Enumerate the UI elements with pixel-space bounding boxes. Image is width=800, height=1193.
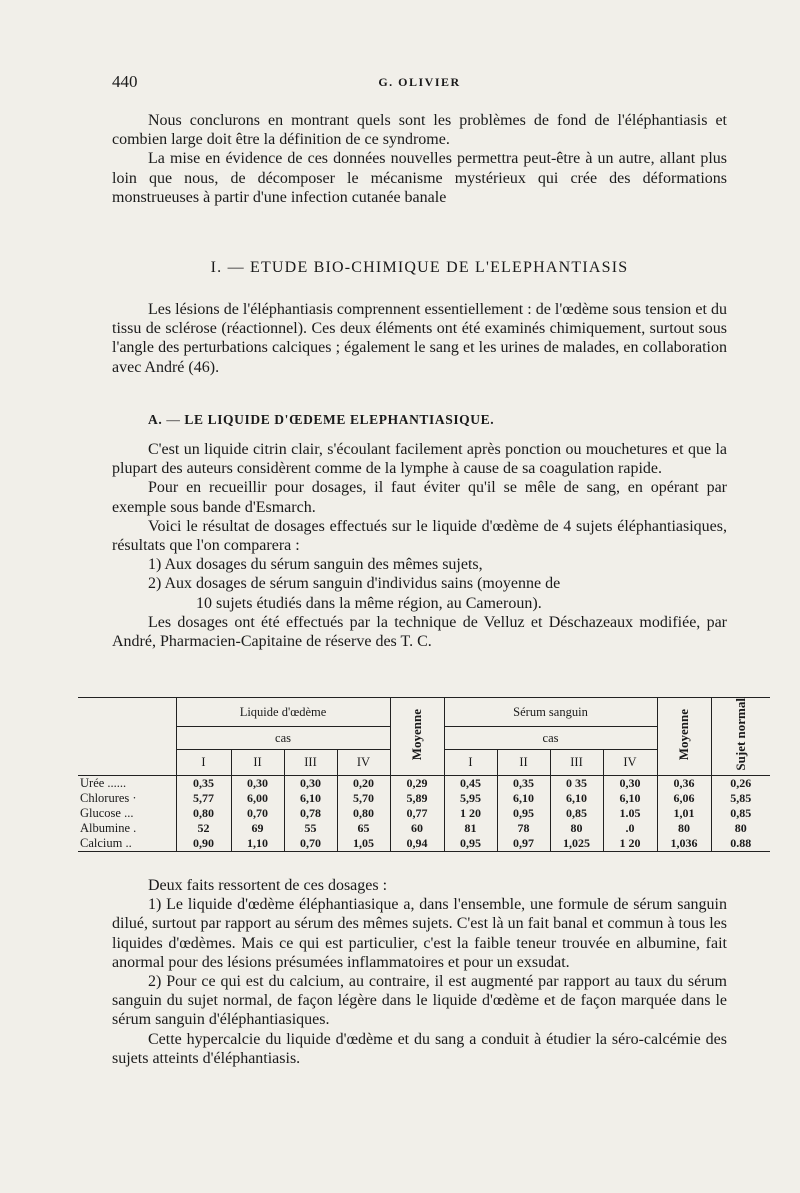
group2-header: Sérum sanguin xyxy=(444,698,657,727)
cell: 0,35 xyxy=(176,775,231,791)
table-row-calcium xyxy=(78,836,770,852)
ser-case-I: I xyxy=(444,750,497,775)
cell: 1,10 xyxy=(231,836,284,852)
group1-moyenne-header xyxy=(390,698,444,776)
conclusion-1: 1) Le liquide d'œdème éléphantiasique a, dans l'ensemble, une formule de sérum sanguin dilué, surtout par rapport au sérum des mêmes sujets. C'est là un fait banal et commun à tous les liquides d'œdèmes. Mais ce qui est particulier, c'est la faible teneur trouvée en albumine, fait anormal pour des lésions présumées inflammatoires et pour un exsudat. xyxy=(112,896,727,971)
cell: 0,97 xyxy=(497,836,550,852)
cell: 0,45 xyxy=(444,775,497,791)
cell: 6,10 xyxy=(284,791,337,806)
conclusion-intro: Deux faits ressortent de ces dosages : xyxy=(148,877,388,894)
cell: 1,05 xyxy=(337,836,390,852)
cell: 0,94 xyxy=(390,836,444,852)
conclusion-3: Cette hypercalcie du liquide d'œdème et du sang a conduit à étudier la séro-calcémie des sujets atteints d'éléphantiasis. xyxy=(112,1030,727,1067)
cell: 0,70 xyxy=(284,836,337,852)
cell: 0,30 xyxy=(284,775,337,791)
cell: 5,77 xyxy=(176,791,231,806)
section-title: I. — ETUDE BIO-CHIMIQUE DE L'ELEPHANTIASIS xyxy=(210,259,629,276)
cell: 6,10 xyxy=(550,791,603,806)
cell: 6,00 xyxy=(231,791,284,806)
row-label: Glucose ... xyxy=(80,805,134,820)
sujet-normal-label: Sujet normal xyxy=(732,698,748,771)
row-label: Calcium .. xyxy=(80,835,132,850)
corner-cell xyxy=(78,698,176,776)
list-item-1 xyxy=(112,555,727,574)
methods-paragraph: Les dosages ont été effectués par la technique de Velluz et Déschazeaux modifiée, par André, Pharmacien-Capitaine de réserve des T. C. xyxy=(112,613,727,651)
row-label: Urée ...... xyxy=(80,775,127,790)
cell: 80 xyxy=(657,821,711,836)
cell: 0,80 xyxy=(176,806,231,821)
subsection-dash: — xyxy=(166,412,181,427)
cell: 0,36 xyxy=(657,775,711,791)
cell: 0.88 xyxy=(711,836,770,852)
cell: .0 xyxy=(603,821,657,836)
cell: 0,30 xyxy=(603,775,657,791)
results-table-grid xyxy=(78,697,770,852)
cell: 52 xyxy=(176,821,231,836)
list-item-2-num: 2) xyxy=(148,575,162,593)
group1-cas-header: cas xyxy=(176,727,390,750)
cell: 0,85 xyxy=(711,806,770,821)
cell: 1,025 xyxy=(550,836,603,852)
ser-case-IV: IV xyxy=(603,750,657,775)
conclusions-block xyxy=(112,876,727,1068)
section1-block xyxy=(112,300,727,377)
group2-cas-header: cas xyxy=(444,727,657,750)
cell: 0,80 xyxy=(337,806,390,821)
cell: 60 xyxy=(390,821,444,836)
table-row-albumine xyxy=(78,821,770,836)
page-number: 440 xyxy=(112,72,138,91)
table-row-chlorures xyxy=(78,791,770,806)
row-label: Chlorures · xyxy=(80,790,137,805)
cell: 1 20 xyxy=(444,806,497,821)
cell: 1 20 xyxy=(603,836,657,852)
cell: 0,78 xyxy=(284,806,337,821)
liq-case-IV: IV xyxy=(337,750,390,775)
subA-paragraph-3: Voici le résultat de dosages effectués sur le liquide d'œdème de 4 sujets éléphantiasiques, résultats que l'on comparera : xyxy=(112,517,727,555)
cell: 65 xyxy=(337,821,390,836)
subA-paragraph-1: C'est un liquide citrin clair, s'écoulant facilement après ponction ou mouchetures et que la plupart des auteurs considèrent comme de la lymphe à cause de sa coagulation rapide. xyxy=(112,441,727,478)
cell: 0,77 xyxy=(390,806,444,821)
subsection-letter: A. xyxy=(148,412,163,427)
subA-paragraph-2: Pour en recueillir pour dosages, il faut éviter qu'il se mêle de sang, en opérant par exemple sous bande d'Esmarch. xyxy=(112,479,727,516)
group1-header: Liquide d'œdème xyxy=(176,698,390,727)
list-item-2-text: Aux dosages de sérum sanguin d'individus sains (moyenne de xyxy=(164,575,561,593)
cell: 5,95 xyxy=(444,791,497,806)
group2-moyenne-label: Moyenne xyxy=(676,708,691,760)
table-row-uree xyxy=(78,775,770,791)
running-head: G. OLIVIER xyxy=(378,75,461,89)
cell: 1,036 xyxy=(657,836,711,852)
page-header xyxy=(112,72,727,94)
subsection-title: LE LIQUIDE D'ŒDEME ELEPHANTIASIQUE. xyxy=(184,412,495,427)
liq-case-I: I xyxy=(176,750,231,775)
cell: 0,20 xyxy=(337,775,390,791)
cell: 5,70 xyxy=(337,791,390,806)
cell: 0,95 xyxy=(497,806,550,821)
group2-moyenne-header xyxy=(657,698,711,776)
intro-paragraph-2: La mise en évidence de ces données nouvelles permettra peut-être à un autre, allant plus loin que nous, de décomposer le mécanisme mystérieux qui crée des déformations monstrueuses à partir d'une infection cutanée banale xyxy=(112,150,727,206)
cell: 6,10 xyxy=(497,791,550,806)
table-row-glucose xyxy=(78,806,770,821)
list-item-1-num: 1) xyxy=(148,556,162,574)
cell: 0,26 xyxy=(711,775,770,791)
cell: 6,06 xyxy=(657,791,711,806)
cell: 6,10 xyxy=(603,791,657,806)
list-item-1-text: Aux dosages du sérum sanguin des mêmes sujets, xyxy=(164,556,483,574)
cell: 81 xyxy=(444,821,497,836)
cell: 55 xyxy=(284,821,337,836)
cell: 5,89 xyxy=(390,791,444,806)
list-item-2 xyxy=(112,574,727,612)
row-label: Albumine . xyxy=(80,820,137,835)
liq-case-II: II xyxy=(231,750,284,775)
intro-paragraph-1: Nous conclurons en montrant quels sont les problèmes de fond de l'éléphantiasis et combien large doit être la définition de ce syndrome. xyxy=(112,112,727,149)
cell: 0,30 xyxy=(231,775,284,791)
cell: 80 xyxy=(711,821,770,836)
cell: 78 xyxy=(497,821,550,836)
cell: 1.05 xyxy=(603,806,657,821)
cell: 69 xyxy=(231,821,284,836)
subsection-heading xyxy=(148,412,494,428)
intro-block xyxy=(112,111,727,207)
cell: 5,85 xyxy=(711,791,770,806)
list-item-2-continuation: 10 sujets étudiés dans la même région, au Cameroun). xyxy=(196,594,542,612)
group1-moyenne-label: Moyenne xyxy=(409,708,424,760)
normal-header xyxy=(711,698,770,776)
section1-paragraph: Les lésions de l'éléphantiasis comprennent essentiellement : de l'œdème sous tension et du tissu de sclérose (réactionnel). Ces deux éléments ont été examinés chimiquement, surtout sous l'angle des perturbations calciques ; également le sang et les urines de malades, en collaboration avec André (46). xyxy=(112,301,727,376)
liq-case-III: III xyxy=(284,750,337,775)
results-table xyxy=(78,697,770,852)
subsectionA-block xyxy=(112,440,727,651)
cell: 0,35 xyxy=(497,775,550,791)
cell: 0,29 xyxy=(390,775,444,791)
cell: 0 35 xyxy=(550,775,603,791)
cell: 0,90 xyxy=(176,836,231,852)
cell: 80 xyxy=(550,821,603,836)
cell: 0,70 xyxy=(231,806,284,821)
ser-case-III: III xyxy=(550,750,603,775)
conclusion-2: 2) Pour ce qui est du calcium, au contraire, il est augmenté par rapport au taux du sérum sanguin du sujet normal, de façon légère dans le liquide d'œdème et de façon marquée dans le sérum sanguin d'éléphantiasiques. xyxy=(112,973,727,1029)
ser-case-II: II xyxy=(497,750,550,775)
cell: 1,01 xyxy=(657,806,711,821)
cell: 0,85 xyxy=(550,806,603,821)
cell: 0,95 xyxy=(444,836,497,852)
